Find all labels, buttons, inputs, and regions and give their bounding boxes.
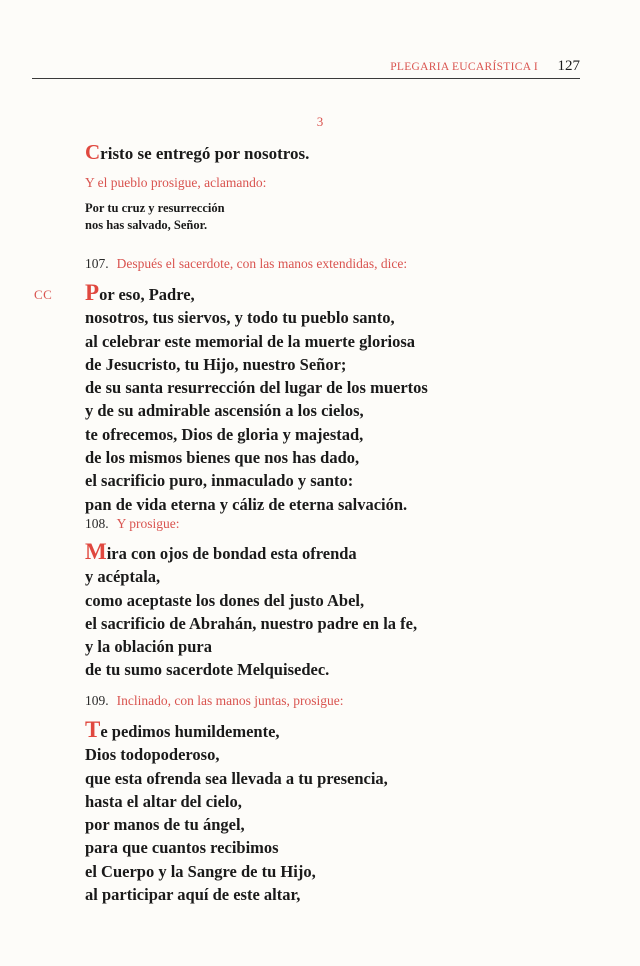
paragraph-number: 109. bbox=[85, 693, 109, 708]
page-number: 127 bbox=[557, 58, 580, 74]
paragraph-107-rubric bbox=[85, 256, 585, 272]
prayer-line: Dios todopoderoso, bbox=[85, 745, 220, 765]
prayer-line: de Jesucristo, tu Hijo, nuestro Señor; bbox=[85, 354, 347, 374]
prayer-line: de tu sumo sacerdote Melquisedec. bbox=[85, 660, 330, 680]
drop-cap: T bbox=[85, 717, 101, 742]
prayer-line: al participar aquí de este altar, bbox=[85, 885, 301, 905]
prayer-line: como aceptaste los dones del justo Abel, bbox=[85, 590, 365, 610]
prayer-line: ira con ojos de bondad esta ofrenda bbox=[106, 544, 357, 563]
prayer-line: y acéptala, bbox=[85, 567, 161, 587]
acclamation-title bbox=[85, 141, 585, 165]
marginal-note: CC bbox=[34, 287, 53, 302]
prayer-line: que esta ofrenda sea llevada a tu presencia, bbox=[85, 768, 388, 788]
response-line: nos has salvado, Señor. bbox=[85, 218, 208, 232]
paragraph-108-rubric bbox=[85, 516, 585, 532]
prayer-line: de los mismos bienes que nos has dado, bbox=[85, 448, 360, 468]
acclamation-title-text: risto se entregó por nosotros. bbox=[100, 144, 310, 163]
drop-cap: C bbox=[85, 140, 101, 164]
prayer-line: y la oblación pura bbox=[85, 637, 212, 657]
page-header bbox=[32, 58, 580, 79]
prayer-line: de su santa resurrección del lugar de los muertos bbox=[85, 378, 428, 398]
drop-cap: M bbox=[85, 539, 107, 564]
prayer-line: para que cuantos recibimos bbox=[85, 838, 279, 858]
rubric-text: Después el sacerdote, con las manos extendidas, dice: bbox=[116, 256, 408, 271]
drop-cap: P bbox=[85, 280, 100, 305]
prayer-first-line bbox=[85, 718, 585, 743]
prayer-line: el sacrificio de Abrahán, nuestro padre en la fe, bbox=[85, 613, 418, 633]
acclamation-block bbox=[85, 141, 585, 165]
acclamation-rubric-block bbox=[85, 175, 585, 191]
acclamation-response bbox=[85, 200, 585, 234]
rubric-text: Y prosigue: bbox=[116, 516, 180, 531]
prayer-line: el Cuerpo y la Sangre de tu Hijo, bbox=[85, 861, 316, 881]
response-line: Por tu cruz y resurrección bbox=[85, 201, 225, 215]
paragraph-number: 108. bbox=[85, 516, 109, 531]
prayer-first-line bbox=[85, 281, 585, 306]
prayer-line: al celebrar este memorial de la muerte gloriosa bbox=[85, 331, 416, 351]
prayer-line: te ofrecemos, Dios de gloria y majestad, bbox=[85, 424, 364, 444]
prayer-line: por manos de tu ángel, bbox=[85, 815, 245, 835]
prayer-line: y de su admirable ascensión a los cielos, bbox=[85, 401, 364, 421]
paragraph-109-rubric bbox=[85, 693, 585, 709]
acclamation-rubric: Y el pueblo prosigue, aclamando: bbox=[85, 175, 267, 190]
paragraph-107-text bbox=[85, 281, 585, 516]
rubric-text: Inclinado, con las manos juntas, prosigue: bbox=[116, 693, 344, 708]
paragraph-108-text bbox=[85, 540, 585, 682]
prayer-line: el sacrificio puro, inmaculado y santo: bbox=[85, 471, 354, 491]
paragraph-number: 107. bbox=[85, 256, 109, 271]
prayer-first-line bbox=[85, 540, 585, 565]
running-head: PLEGARIA EUCARÍSTICA I bbox=[390, 61, 538, 73]
prayer-line: e pedimos humildemente, bbox=[100, 722, 280, 741]
prayer-line: or eso, Padre, bbox=[99, 285, 195, 304]
paragraph-109-text bbox=[85, 718, 585, 906]
prayer-line: nosotros, tus siervos, y todo tu pueblo santo, bbox=[85, 308, 395, 328]
prayer-line: hasta el altar del cielo, bbox=[85, 791, 242, 811]
section-number: 3 bbox=[316, 114, 324, 129]
prayer-line: pan de vida eterna y cáliz de eterna salvación. bbox=[85, 494, 408, 514]
